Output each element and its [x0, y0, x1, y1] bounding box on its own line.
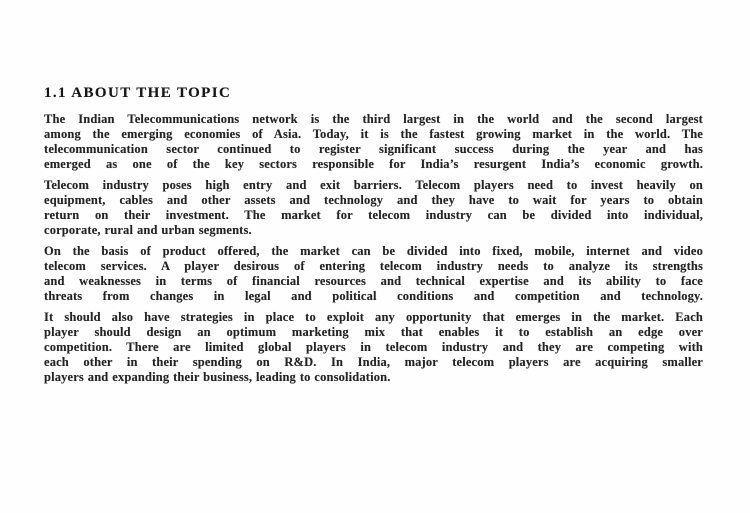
text-line: On the basis of product offered, the market can be divided into fixed, mobile, internet and video	[44, 244, 703, 258]
text-line: Telecom industry poses high entry and exit barriers. Telecom players need to invest heavily on	[44, 178, 703, 192]
text-line: corporate, rural and urban segments.	[44, 223, 252, 237]
text-line: among the emerging economies of Asia. Today, it is the fastest growing market in the world. The	[44, 127, 703, 141]
text-line: each other in their spending on R&D. In India, major telecom players are acquiring smaller	[44, 355, 703, 369]
text-line: threats from changes in legal and political conditions and competition and technology.	[44, 289, 703, 303]
section-heading: 1.1 ABOUT THE TOPIC	[44, 85, 232, 101]
text-line: equipment, cables and other assets and technology and they have to wait for years to obtain	[44, 193, 703, 207]
text-line: telecommunication sector continued to register significant success during the year and has	[44, 142, 703, 156]
document-body	[44, 112, 703, 385]
text-line: The Indian Telecommunications network is the third largest in the world and the second largest	[44, 112, 703, 126]
text-line: emerged as one of the key sectors responsible for India’s resurgent India’s economic growth.	[44, 157, 703, 171]
text-line: return on their investment. The market for telecom industry can be divided into individual,	[44, 208, 703, 222]
paragraph	[44, 310, 703, 385]
text-line: competition. There are limited global players in telecom industry and they are competing with	[44, 340, 703, 354]
paragraph	[44, 178, 703, 238]
text-line: It should also have strategies in place to exploit any opportunity that emerges in the market. Each	[44, 310, 703, 324]
paragraph	[44, 244, 703, 304]
text-line: telecom services. A player desirous of entering telecom industry needs to analyze its strengths	[44, 259, 703, 273]
text-line: player should design an optimum marketing mix that enables it to establish an edge over	[44, 325, 703, 339]
text-line: and weaknesses in terms of financial resources and technical expertise and its ability to face	[44, 274, 703, 288]
paragraph	[44, 112, 703, 172]
text-line: players and expanding their business, leading to consolidation.	[44, 370, 391, 384]
